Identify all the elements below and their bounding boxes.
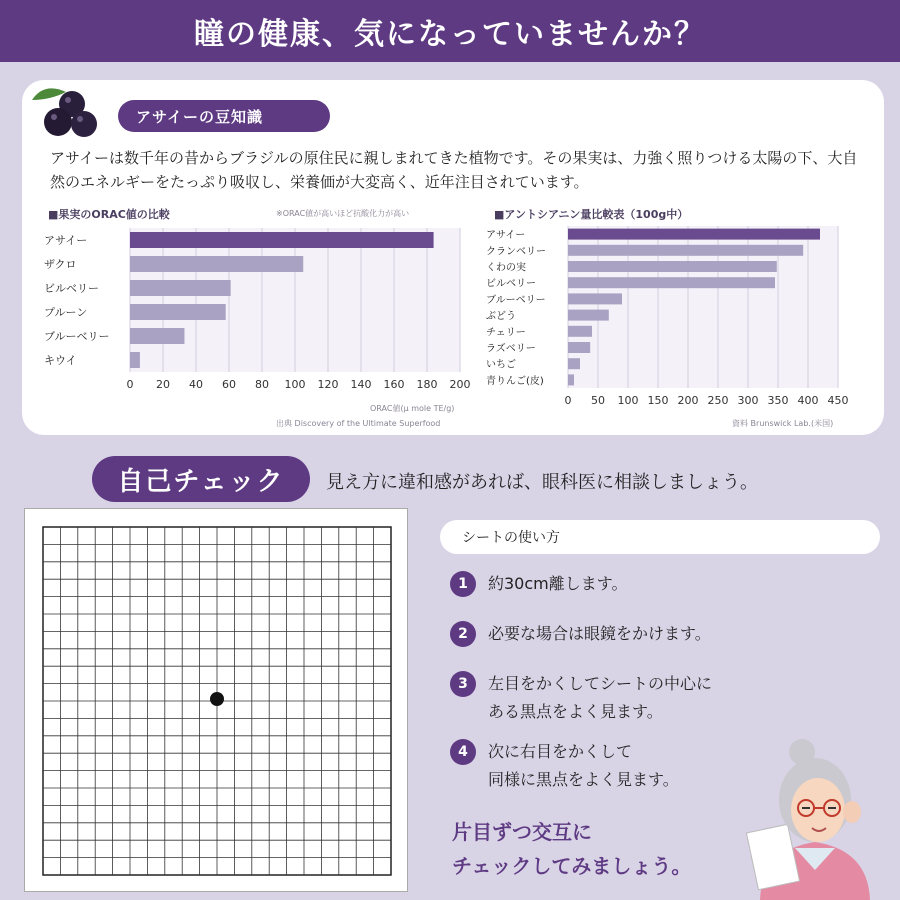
orac-chart-note: ※ORAC値が高いほど抗酸化力が高い xyxy=(276,209,410,218)
tick-label: 40 xyxy=(189,378,203,391)
grandmother-illustration-icon xyxy=(740,730,890,900)
category-label: ザクロ xyxy=(44,258,77,271)
bar xyxy=(568,310,609,321)
category-label: アサイー xyxy=(44,234,88,247)
tick-label: 100 xyxy=(284,378,306,391)
tick-label: 200 xyxy=(677,394,699,407)
bar xyxy=(568,277,775,288)
bar xyxy=(568,374,574,385)
tick-label: 150 xyxy=(647,394,669,407)
tick-label: 300 xyxy=(737,394,759,407)
category-label: プルーン xyxy=(44,306,88,319)
tick-label: 140 xyxy=(350,378,372,391)
step-number: 3 xyxy=(450,671,476,697)
tick-label: 180 xyxy=(416,378,438,391)
bar xyxy=(130,256,303,272)
step-text-line2: ある黒点をよく見ます。 xyxy=(488,702,663,721)
orac-chart xyxy=(40,222,480,402)
tick-label: 60 xyxy=(222,378,236,391)
header-banner xyxy=(0,0,900,62)
acai-trivia-heading: アサイーの豆知識 xyxy=(118,100,330,132)
category-label: いちご xyxy=(486,359,516,371)
orac-chart-title: ■果実のORAC値の比較 xyxy=(48,208,170,221)
category-label: キウイ xyxy=(44,354,77,367)
category-label: ビルベリー xyxy=(486,278,536,290)
bar xyxy=(568,293,622,304)
closing-line2: チェックしてみましょう。 xyxy=(452,854,692,878)
tick-label: 50 xyxy=(591,394,605,407)
tick-label: 120 xyxy=(317,378,339,391)
step-number: 4 xyxy=(450,739,476,765)
tick-label: 350 xyxy=(767,394,789,407)
bar xyxy=(130,280,231,296)
tick-label: 0 xyxy=(564,394,572,407)
step-1 xyxy=(450,570,627,598)
step-number: 1 xyxy=(450,571,476,597)
bar xyxy=(130,352,140,368)
tick-label: 0 xyxy=(126,378,134,391)
category-label: クランベリー xyxy=(486,246,546,258)
tick-label: 250 xyxy=(707,394,729,407)
tick-label: 160 xyxy=(383,378,405,391)
bar xyxy=(130,304,226,320)
center-dot xyxy=(210,692,224,706)
tick-label: 200 xyxy=(449,378,471,391)
category-label: ぶどう xyxy=(486,311,516,323)
category-label: ブルーベリー xyxy=(486,294,546,306)
category-label: ビルベリー xyxy=(44,282,99,295)
step-4 xyxy=(450,738,679,794)
bar xyxy=(568,326,592,337)
closing-message xyxy=(452,815,691,883)
tick-label: 100 xyxy=(617,394,639,407)
anthocyanin-chart-title: ■アントシアニン量比較表（100g中） xyxy=(494,208,689,221)
self-check-label: 自己チェック xyxy=(92,456,310,502)
step-text-line1: 左目をかくしてシートの中心に xyxy=(488,674,713,693)
category-label: ブルーベリー xyxy=(44,330,110,343)
category-label: チェリー xyxy=(486,327,526,339)
instructions-title: シートの使い方 xyxy=(440,520,880,554)
bar xyxy=(568,261,777,272)
category-label: 青りんご(皮) xyxy=(486,375,544,387)
category-label: アサイー xyxy=(486,230,526,242)
self-check-text: 見え方に違和感があれば、眼科医に相談しましょう。 xyxy=(326,472,758,493)
acai-intro-text: アサイーは数千年の昔からブラジルの原住民に親しまれてきた植物です。その果実は、力強く照りつける太陽の下、大自然のエネルギーをたっぷり吸収し、栄養価が大変高く、近年注目されています。 xyxy=(50,149,858,191)
step-number: 2 xyxy=(450,621,476,647)
step-text-line1: 次に右目をかくして xyxy=(488,742,633,761)
step-text-line2: 同様に黒点をよく見ます。 xyxy=(488,770,679,789)
tick-label: 450 xyxy=(827,394,849,407)
amsler-grid xyxy=(25,509,409,893)
anthocyanin-chart xyxy=(482,222,862,417)
step-text-line1: 約30cm離します。 xyxy=(488,574,628,593)
amsler-grid-sheet xyxy=(24,508,408,892)
step-text-line1: 必要な場合は眼鏡をかけます。 xyxy=(488,624,711,643)
bar xyxy=(130,232,434,248)
orac-chart-xlabel: ORAC値(μ mole TE/g) xyxy=(370,404,455,413)
acai-berries-icon xyxy=(24,82,114,142)
tick-label: 20 xyxy=(156,378,170,391)
tick-label: 80 xyxy=(255,378,269,391)
step-2 xyxy=(450,620,711,648)
tick-label: 400 xyxy=(797,394,819,407)
anthocyanin-chart-source: 資料 Brunswick Lab.(米国) xyxy=(732,419,834,428)
bar xyxy=(568,245,803,256)
bar xyxy=(568,358,580,369)
page-title: 瞳の健康、気になっていませんか？ xyxy=(194,17,706,52)
closing-line1: 片目ずつ交互に xyxy=(452,820,592,844)
category-label: くわの実 xyxy=(486,262,526,274)
orac-chart-source: 出典 Discovery of the Ultimate Superfood xyxy=(276,419,441,428)
bar xyxy=(130,328,184,344)
bar xyxy=(568,229,820,240)
bar xyxy=(568,342,590,353)
step-3 xyxy=(450,670,712,726)
category-label: ラズベリー xyxy=(486,343,536,355)
